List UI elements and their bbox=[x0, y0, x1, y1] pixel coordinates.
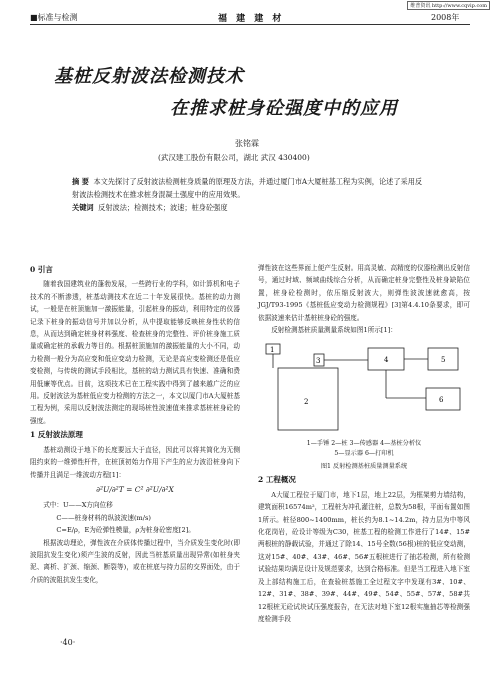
right-column bbox=[258, 262, 470, 625]
diagram-box-label: 1 bbox=[270, 346, 275, 355]
system-diagram bbox=[258, 338, 470, 434]
header-rule bbox=[30, 24, 470, 25]
header-section: ■标准与检测 bbox=[30, 13, 78, 22]
paragraph: 随着我国建筑业的蓬勃发展，一些跨行业的学科，如计算机和电子技术的不断渗透，桩基动测技术在近二十年发展很快。基桩的动力测试，一般是在桩顶施加一激振能量，引起桩身的振动，利用特定的仪器记录下桩身的振动信号并加以分析，从中提取能够反映桩身性状的信息，从而达到确定桩身材料强度、检查桩身的完整性、评价桩身施工质量或确定桩的承载力等目的。根据桩顶施加的激振能量的大小不同，动力检测一般分为高应变和低应变动力检测，无论是高应变检测还是低应变检测，与传统的测试手段相比，基桩的动力测试具有快速、准确和费用低廉等优点。目前，这项技术已在工程实践中得到了越来越广泛的应用。反射波法为基桩低应变力检测的方法之一，本文以厦门市A大厦桩基工程为例，采用以反射波法测定的现场桩性波速值来推求基桩桩身砼的强度。 bbox=[30, 280, 240, 425]
wave-equation: ∂²U/∂²T = C² ∂²U/∂²X bbox=[96, 484, 174, 494]
header-journal: 福 建 建 材 bbox=[218, 14, 285, 24]
definition: C——桩身材料的纵波波速(m/s) bbox=[56, 513, 151, 522]
title-line-2: 在推求桩身砼强度中的应用 bbox=[170, 98, 398, 119]
left-column bbox=[30, 262, 240, 586]
heading-intro: 0 引言 bbox=[30, 265, 53, 274]
diagram-box-label: 6 bbox=[439, 396, 444, 405]
figure-caption: 图1 反射检测基桩质量测量系统 bbox=[320, 463, 408, 471]
diagram-box-label: 4 bbox=[384, 356, 389, 365]
figure-legend-1: 1—手锤 2—桩 3—传感器 4—基桩分析仪 bbox=[306, 439, 422, 447]
figure-1 bbox=[258, 338, 470, 458]
paragraph: 基桩动测设于地下的长度要远大于直径，因此可以将其简化为无侧阻约束的一维弹性杆件，在桩顶初始力作用下产生的应力波沿桩身向下传播并且满足一维波动方程[1]： bbox=[30, 445, 240, 479]
affiliation: (武汉建工股份有限公司，湖北 武汉 430400) bbox=[158, 153, 310, 162]
keywords-label: 关键词 bbox=[72, 203, 94, 212]
heading-principle: 1 反射波法原理 bbox=[30, 430, 83, 440]
author: 张铭霖 bbox=[235, 139, 259, 148]
paragraph: 根据波动理论，弹性波在介质体传播过程中，当介质发生变化时(即波阻抗发生变化)须产生波的反射，因此当桩基质量出现异常(如桩身夹泥、离析、扩颈、缩颈、断裂等)，或在桩底与持力层的交界面处，由于介质的波阻抗发生变化， bbox=[30, 538, 240, 584]
diagram-box-label: 2 bbox=[304, 398, 309, 407]
paragraph: 弹性波在这些界面上便产生反射。用高灵敏、高精度的仪器检测出反射信号，通过时域、频域曲线综合分析，从而确定桩身完整性及桩身缺陷位置，桩身砼检测时，依压缩反射波大，则弹性波波速就愈高，按JGJ/T93-1995《基桩低应变动力检测规程》[3]第4.4.10条要求，即可依据波速来估计基桩桩身砼的强度。 bbox=[258, 264, 470, 322]
figure-legend-2: 5—显示器 6—打印机 bbox=[334, 449, 394, 457]
abstract-label: 摘 要 bbox=[72, 177, 89, 186]
paragraph: 反射检测基桩质量测量系统如图1所示[1]： bbox=[271, 326, 397, 335]
page-number: ·40· bbox=[60, 638, 76, 647]
abstract bbox=[72, 175, 427, 214]
definition: C=E/ρ，E为砼弹性模量，ρ为桩身砼密度[2]。 bbox=[56, 526, 195, 535]
header-year: 2008年 bbox=[431, 13, 460, 22]
diagram-box-label: 5 bbox=[441, 356, 446, 365]
diagram-box-label: 3 bbox=[316, 357, 321, 366]
abstract-text: 本文先探讨了反射波法检测桩身质量的原理及方法，并通过厦门市A大厦桩基工程为实例，论述了采用反射波法检测技术在推求桩身混凝土强度中的应用效果。 bbox=[72, 177, 423, 199]
source-watermark: 维普资讯 http://www.cqvip.com bbox=[407, 1, 490, 10]
paragraph: A大厦工程位于厦门市，地下1层，地上22层，为框架剪力墙结构，建筑面积16574m²，工程桩为冲孔灌注桩，总数为58根，平面布置如图1所示。桩径800~1400mm，桩长约为8.1~14.2m，持力层为中等风化花岗岩，砼设计等级为C30，桩基工程的检测工作进行了14#、15#两根桩的静载试验，并通过了除14、15号全数(56根)桩的低应变动测，这对15#、40#、43#、46#、56#五根桩进行了抽芯检测，所有检测试验结果均满足设计及规范要求，达到合格标准。但是当工程进入地下室及上部结构施工后，在查验桩基施工全过程文字中发现有3#、10#、12#、31#、38#、39#、44#、49#、54#、55#、57#、58#共12根桩无砼试块试压强度报告，在无法对地下室12根实施抽芯等检测强度检测手段 bbox=[258, 490, 470, 623]
title-line-1: 基桩反射波法检测技术 bbox=[54, 66, 244, 87]
keywords-text: 反射波法；检测技术；波速；桩身砼强度 bbox=[98, 203, 228, 212]
heading-project: 2 工程概况 bbox=[258, 475, 296, 485]
definition: 式中：U——X方向位移 bbox=[43, 501, 113, 510]
